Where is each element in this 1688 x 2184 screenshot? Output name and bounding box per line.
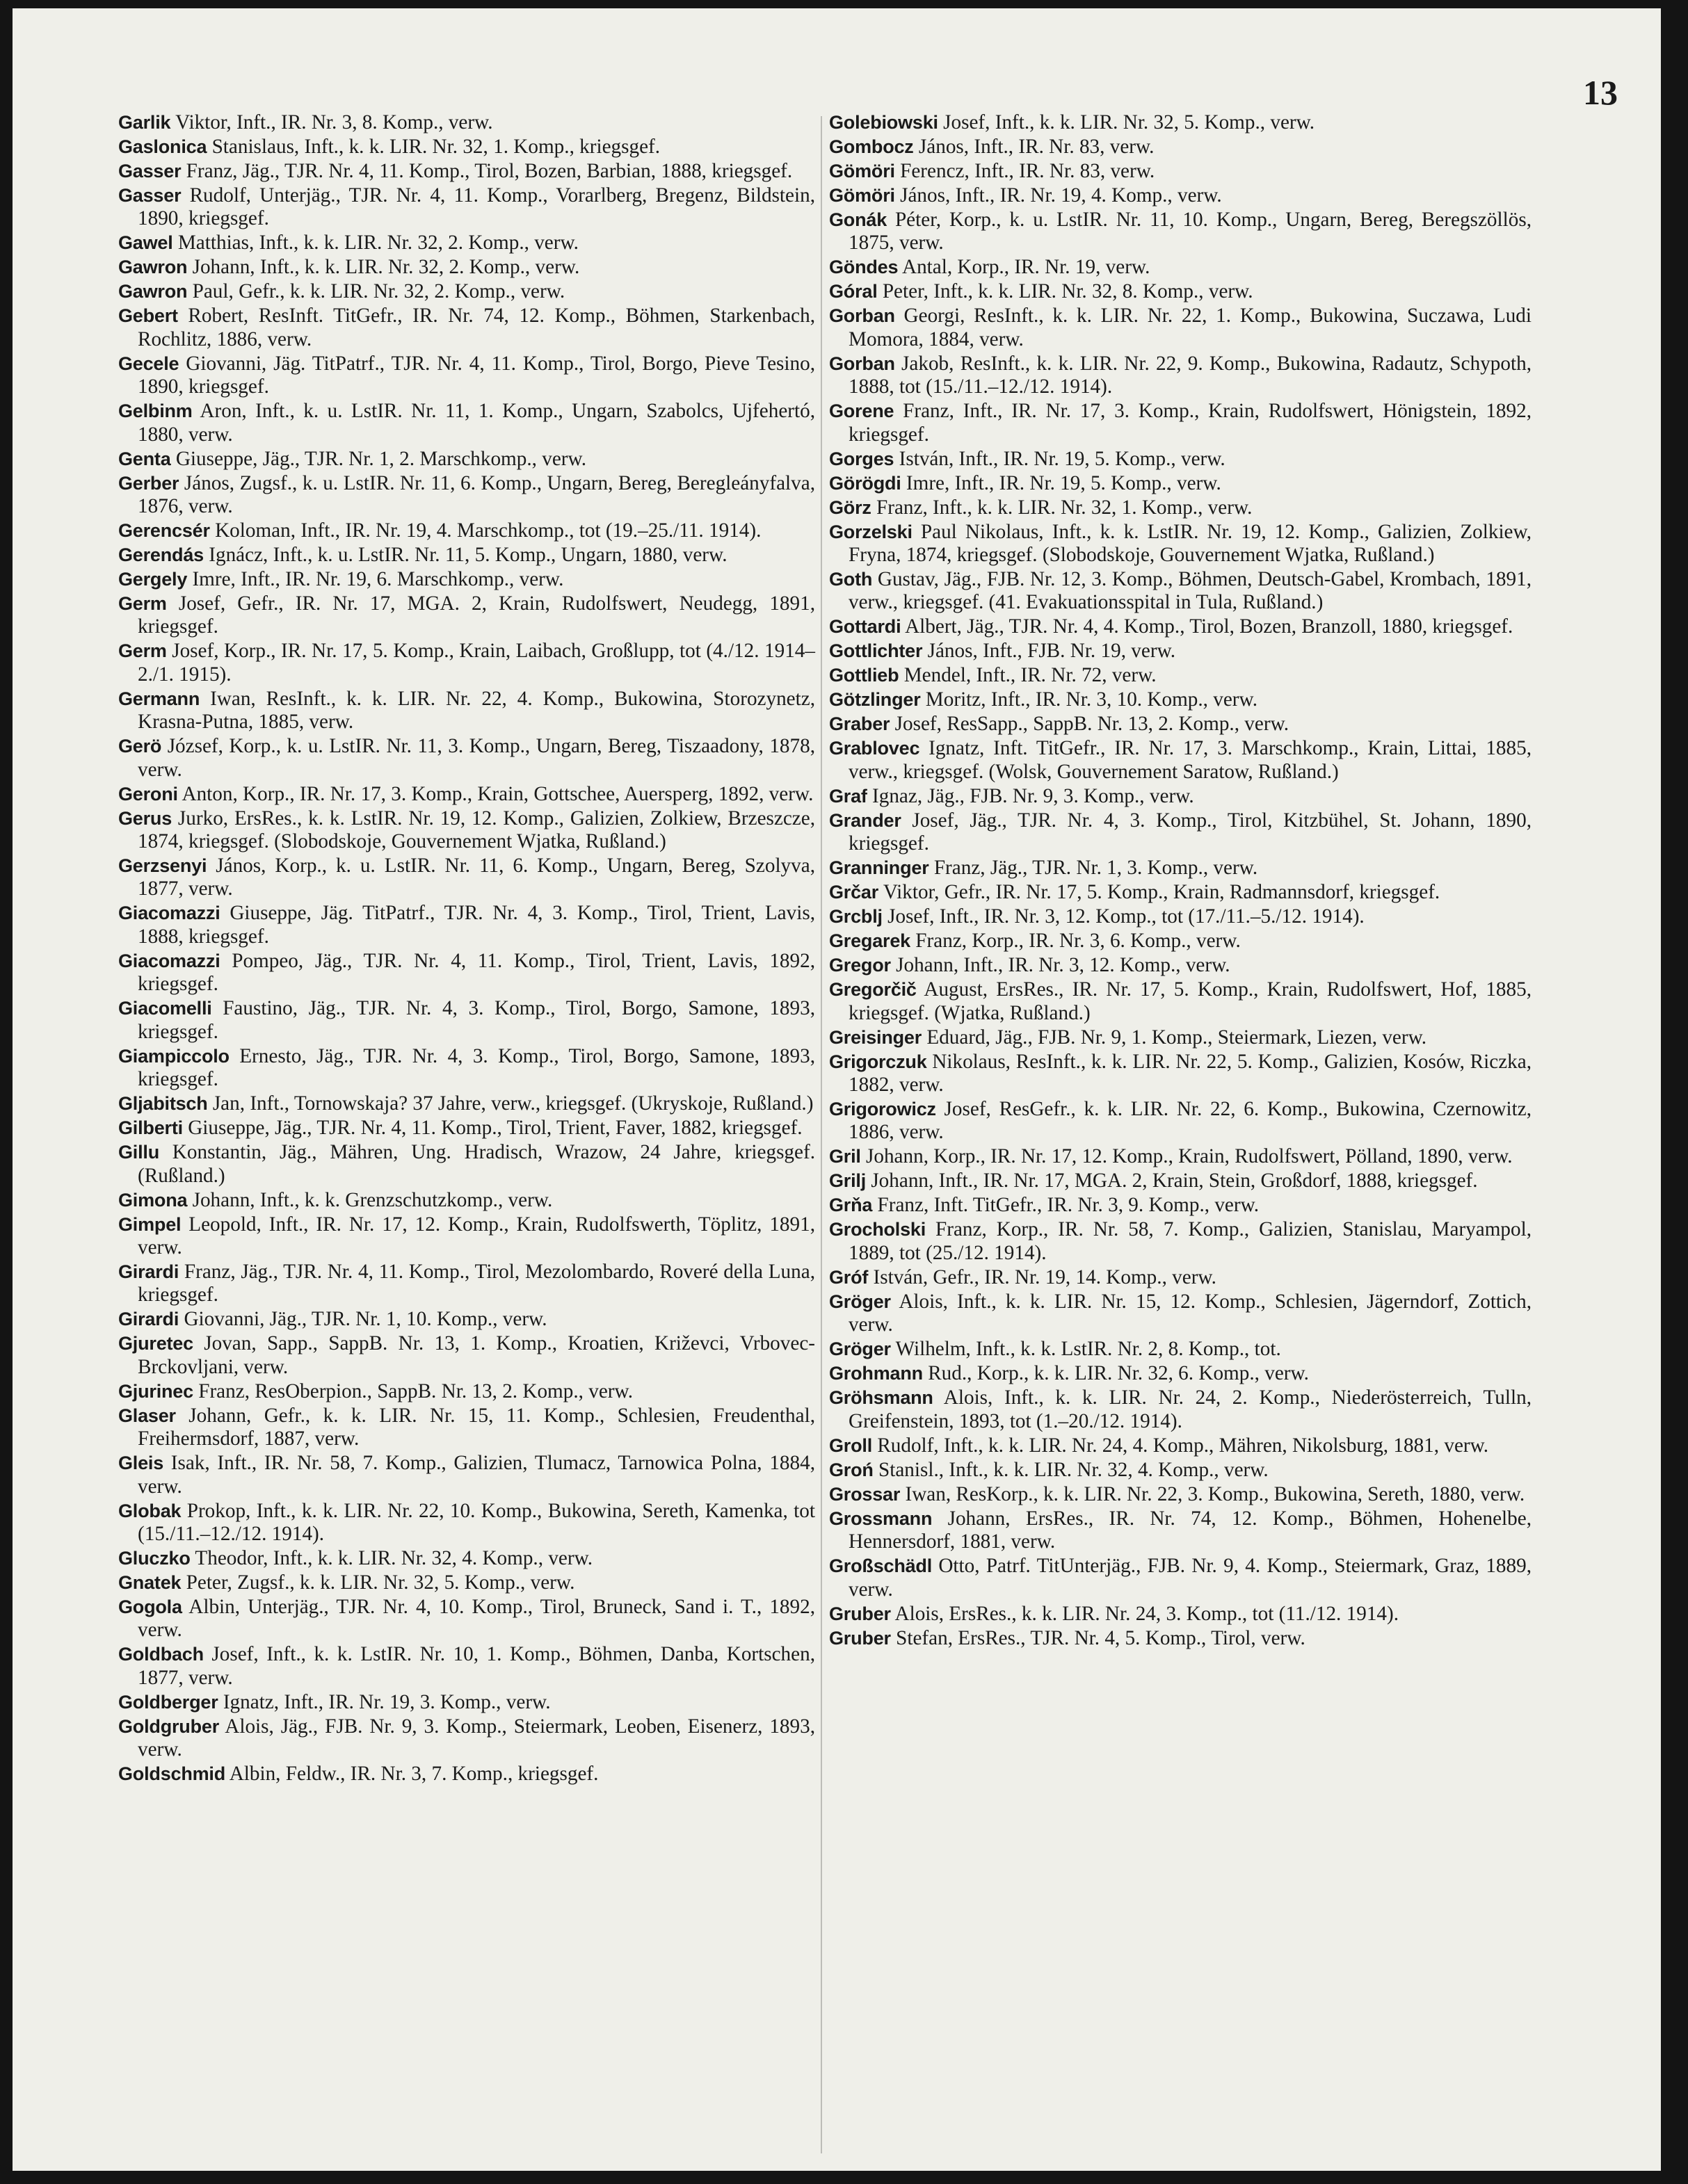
entry-surname: Gregor	[829, 955, 891, 976]
list-entry	[829, 978, 1532, 1025]
list-entry	[829, 400, 1532, 446]
entry-surname: Grohmann	[829, 1363, 923, 1384]
entry-surname: Gluczko	[118, 1547, 191, 1569]
entry-surname: Giacomazzi	[118, 950, 220, 971]
entry-details: Otto, Patrf. TitUnterjäg., FJB. Nr. 9, 4. Komp., Steiermark, Graz, 1889, verw.	[849, 1555, 1532, 1601]
entry-surname: Gömöri	[829, 185, 895, 206]
list-entry	[829, 305, 1532, 351]
list-entry	[829, 1218, 1532, 1265]
entry-surname: Greisinger	[829, 1026, 922, 1048]
entry-details: Johann, Inft., k. k. LIR. Nr. 32, 2. Komp., verw.	[187, 256, 580, 279]
entry-details: Eduard, Jäg., FJB. Nr. 9, 1. Komp., Steiermark, Liezen, verw.	[922, 1026, 1427, 1049]
entry-details: Johann, ErsRes., IR. Nr. 74, 12. Komp., Böhmen, Hohenelbe, Hennersdorf, 1881, verw.	[849, 1507, 1532, 1553]
entry-details: Franz, Inft., k. k. LIR. Nr. 32, 1. Komp., verw.	[871, 496, 1253, 519]
list-entry	[829, 1627, 1532, 1650]
entry-details: Peter, Zugsf., k. k. LIR. Nr. 32, 5. Komp., verw.	[181, 1571, 575, 1594]
entry-surname: Geroni	[118, 783, 178, 804]
entry-details: Ignaz, Jäg., FJB. Nr. 9, 3. Komp., verw.	[867, 784, 1194, 807]
entry-surname: Gimpel	[118, 1213, 182, 1235]
entry-surname: Görz	[829, 496, 871, 518]
entry-details: Franz, Korp., IR. Nr. 3, 6. Komp., verw.	[910, 930, 1241, 953]
list-entry	[829, 353, 1532, 399]
left-column	[118, 111, 815, 1787]
entry-surname: Gorzelski	[829, 521, 913, 542]
entry-surname: Gömöri	[829, 161, 895, 181]
entry-surname: Gruber	[829, 1627, 891, 1649]
list-entry	[118, 1452, 815, 1498]
entry-details: Franz, Jäg., TJR. Nr. 1, 3. Komp., verw.	[929, 857, 1258, 880]
entry-details: Jurko, ErsRes., k. k. LstIR. Nr. 19, 12. Komp., Galizien, Zolkiew, Brzeszcze, 1874, kriegsgef. (Slobodskoje, Gouvernement Wjatka, Rußland.)	[138, 807, 815, 853]
list-entry	[829, 111, 1532, 134]
list-entry	[118, 448, 815, 471]
list-entry	[829, 448, 1532, 471]
entry-surname: Grigorczuk	[829, 1051, 927, 1072]
list-entry	[829, 1145, 1532, 1168]
list-entry	[829, 1098, 1532, 1144]
entry-surname: Grossmann	[829, 1507, 933, 1529]
entry-details: Iwan, ResKorp., k. k. LIR. Nr. 22, 3. Komp., Bukowina, Sereth, 1880, verw.	[900, 1482, 1525, 1505]
entry-surname: Groll	[829, 1434, 873, 1456]
entry-details: Ferencz, Inft., IR. Nr. 83, verw.	[894, 160, 1155, 182]
entry-surname: Goldbach	[118, 1644, 204, 1665]
list-entry	[118, 1405, 815, 1451]
entry-details: Péter, Korp., k. u. LstIR. Nr. 11, 10. Komp., Ungarn, Bereg, Beregszöllös, 1875, verw.	[849, 209, 1532, 254]
list-entry	[118, 184, 815, 231]
list-entry	[118, 1715, 815, 1762]
entry-details: Albin, Unterjäg., TJR. Nr. 4, 10. Komp., Tirol, Bruneck, Sand i. T., 1892, verw.	[138, 1595, 815, 1642]
entry-surname: Gregorčič	[829, 979, 917, 1001]
entry-details: Franz, Jäg., TJR. Nr. 4, 11. Komp., Tirol, Mezolombardo, Roveré della Luna, kriegsgef.	[138, 1260, 815, 1307]
entry-details: Moritz, Inft., IR. Nr. 3, 10. Komp., verw.	[920, 688, 1257, 711]
list-entry	[118, 136, 815, 159]
list-entry	[118, 400, 815, 446]
entry-details: Stanisl., Inft., k. k. LIR. Nr. 32, 4. Komp., verw.	[873, 1458, 1269, 1481]
list-entry	[118, 1547, 815, 1570]
list-entry	[829, 521, 1532, 567]
list-entry	[118, 111, 815, 134]
list-entry	[118, 160, 815, 183]
entry-details: Josef, Korp., IR. Nr. 17, 5. Komp., Krain, Laibach, Großlupp, tot (4./12. 1914–2./1. 1915).	[138, 640, 815, 686]
entry-surname: Gljabitsch	[118, 1093, 208, 1115]
entry-details: Stefan, ErsRes., TJR. Nr. 4, 5. Komp., Tirol, verw.	[890, 1626, 1305, 1649]
entry-details: Franz, Jäg., TJR. Nr. 4, 11. Komp., Tirol, Bozen, Barbian, 1888, kriegsgef.	[181, 160, 793, 182]
list-entry	[118, 950, 815, 996]
list-entry	[118, 1308, 815, 1331]
entry-surname: Gröger	[829, 1338, 891, 1360]
entry-details: József, Korp., k. u. LstIR. Nr. 11, 3. Komp., Ungarn, Bereg, Tiszaadony, 1878, verw.	[138, 735, 815, 781]
entry-details: Ignatz, Inft., IR. Nr. 19, 3. Komp., verw.	[218, 1690, 551, 1713]
entry-details: Paul Nikolaus, Inft., k. k. LstIR. Nr. 19, 12. Komp., Galizien, Zolkiew, Fryna, 1874, kriegsgef. (Slobodskoje, Gouvernement Wjatka, Rußland.)	[849, 520, 1532, 567]
list-entry	[829, 1026, 1532, 1049]
entry-details: Alois, ErsRes., k. k. LIR. Nr. 24, 3. Komp., tot (11./12. 1914).	[890, 1602, 1399, 1625]
entry-details: Imre, Inft., IR. Nr. 19, 6. Marschkomp., verw.	[187, 568, 564, 591]
entry-details: Alois, Inft., k. k. LIR. Nr. 24, 2. Komp., Niederösterreich, Tulln, Greifenstein, 1893, tot (1.–20./12. 1914).	[849, 1386, 1532, 1432]
entry-surname: Grňa	[829, 1195, 873, 1216]
list-entry	[118, 783, 815, 806]
list-entry	[118, 568, 815, 591]
list-entry	[118, 305, 815, 351]
entry-surname: Graf	[829, 785, 867, 807]
right-column	[829, 111, 1532, 1651]
entry-details: Jan, Inft., Tornowskaja? 37 Jahre, verw., kriegsgef. (Ukryskoje, Rußland.)	[207, 1092, 814, 1115]
entry-details: Ignatz, Inft. TitGefr., IR. Nr. 17, 3. Marschkomp., Krain, Littai, 1885, verw., kriegsgef. (Wolsk, Gouvernement Saratow, Rußland.)	[849, 737, 1532, 783]
entry-details: János, Inft., IR. Nr. 83, verw.	[913, 136, 1155, 158]
entry-details: Ignácz, Inft., k. u. LstIR. Nr. 11, 5. Komp., Ungarn, 1880, verw.	[203, 544, 728, 567]
entry-details: Paul, Gefr., k. k. LIR. Nr. 32, 2. Komp., verw.	[187, 280, 565, 303]
entry-details: Albert, Jäg., TJR. Nr. 4, 4. Komp., Tirol, Bozen, Branzoll, 1880, kriegsgef.	[901, 615, 1513, 638]
list-entry	[829, 664, 1532, 687]
entry-surname: Groń	[829, 1459, 874, 1480]
entry-surname: Gorene	[829, 401, 894, 422]
entry-details: István, Inft., IR. Nr. 19, 5. Komp., verw.	[894, 447, 1225, 470]
entry-surname: Götzlinger	[829, 689, 921, 711]
entry-surname: Grilj	[829, 1170, 867, 1192]
entry-surname: Graber	[829, 713, 890, 735]
entry-surname: Grocholski	[829, 1219, 926, 1240]
list-entry	[829, 1362, 1532, 1385]
entry-surname: Gjuretec	[118, 1333, 193, 1354]
entry-surname: Grossar	[829, 1483, 901, 1505]
list-entry	[118, 902, 815, 948]
list-entry	[829, 809, 1532, 856]
entry-surname: Gonák	[829, 209, 887, 230]
entry-details: Franz, ResOberpion., SappB. Nr. 13, 2. Komp., verw.	[193, 1380, 633, 1402]
entry-surname: Gleis	[118, 1453, 164, 1474]
entry-details: Franz, Inft., IR. Nr. 17, 3. Komp., Krain, Rudolfswert, Hönigstein, 1892, kriegsgef.	[849, 400, 1532, 446]
list-entry	[118, 855, 815, 901]
entry-surname: Girardi	[118, 1261, 179, 1282]
entry-surname: Gjurinec	[118, 1380, 193, 1402]
entry-details: Johann, Inft., IR. Nr. 3, 12. Komp., verw.	[890, 954, 1230, 977]
entry-surname: Gröger	[829, 1291, 891, 1312]
entry-details: Jovan, Sapp., SappB. Nr. 13, 1. Komp., Kroatien, Križevci, Vrbovec-Brckovljani, verw.	[138, 1332, 815, 1378]
list-entry	[829, 881, 1532, 904]
entry-surname: Gorges	[829, 448, 894, 469]
entry-surname: Germ	[118, 640, 167, 662]
list-entry	[829, 1338, 1532, 1361]
entry-details: Isak, Inft., IR. Nr. 58, 7. Komp., Galizien, Tlumacz, Tarnowica Polna, 1884, verw.	[138, 1452, 815, 1498]
entry-details: Theodor, Inft., k. k. LIR. Nr. 32, 4. Komp., verw.	[190, 1546, 593, 1569]
list-entry	[829, 1459, 1532, 1482]
entry-surname: Gimona	[118, 1189, 188, 1211]
list-entry	[829, 737, 1532, 784]
list-entry	[829, 280, 1532, 303]
list-entry	[829, 688, 1532, 711]
entry-surname: Gerzsenyi	[118, 855, 207, 877]
list-entry	[118, 1380, 815, 1403]
list-entry	[829, 1291, 1532, 1337]
entry-details: Josef, Gefr., IR. Nr. 17, MGA. 2, Krain, Rudolfswert, Neudegg, 1891, kriegsgef.	[138, 592, 815, 638]
page-number: 13	[1583, 73, 1618, 112]
entry-details: Johann, Inft., IR. Nr. 17, MGA. 2, Krain, Stein, Großdorf, 1888, kriegsgef.	[866, 1170, 1478, 1192]
entry-surname: Gregarek	[829, 930, 910, 952]
entry-details: Aron, Inft., k. u. LstIR. Nr. 11, 1. Komp., Ungarn, Szabolcs, Ujfehertó, 1880, verw.	[138, 400, 815, 446]
entry-surname: Gerö	[118, 736, 162, 757]
entry-surname: Girardi	[118, 1309, 179, 1330]
entry-details: Franz, Inft. TitGefr., IR. Nr. 3, 9. Komp., verw.	[872, 1194, 1260, 1217]
entry-surname: Globak	[118, 1500, 182, 1521]
entry-details: Giovanni, Jäg. TitPatrf., TJR. Nr. 4, 11. Komp., Tirol, Borgo, Pieve Tesino, 1890, kriegsgef.	[138, 352, 815, 398]
entry-details: Anton, Korp., IR. Nr. 17, 3. Komp., Krain, Gottschee, Auersperg, 1892, verw.	[177, 782, 814, 805]
entry-surname: Grčar	[829, 882, 879, 903]
entry-surname: Gaslonica	[118, 136, 207, 157]
list-entry	[829, 954, 1532, 977]
list-entry	[118, 1117, 815, 1140]
entry-details: Konstantin, Jäg., Mähren, Ung. Hradisch, Wrazow, 24 Jahre, kriegsgef. (Rußland.)	[138, 1141, 815, 1187]
list-entry	[829, 1386, 1532, 1433]
list-entry	[829, 930, 1532, 953]
list-entry	[829, 568, 1532, 615]
entry-surname: Giampiccolo	[118, 1045, 230, 1067]
entry-details: Viktor, Inft., IR. Nr. 3, 8. Komp., verw.	[170, 111, 493, 134]
list-entry	[829, 209, 1532, 255]
list-entry	[829, 785, 1532, 808]
entry-surname: Gasser	[118, 161, 182, 181]
entry-details: Stanislaus, Inft., k. k. LIR. Nr. 32, 1. Komp., kriegsgef.	[207, 136, 661, 158]
entry-details: Jakob, ResInft., k. k. LIR. Nr. 22, 9. Komp., Bukowina, Radautz, Schypoth, 1888, tot (15./11.–12./12. 1914).	[849, 352, 1532, 398]
entry-surname: Gottlichter	[829, 640, 923, 662]
list-entry	[829, 1194, 1532, 1217]
list-entry	[118, 519, 815, 542]
entry-surname: Giacomazzi	[118, 903, 220, 924]
entry-details: Rudolf, Unterjäg., TJR. Nr. 4, 11. Komp., Vorarlberg, Bregenz, Bildstein, 1890, kriegsgef.	[138, 184, 815, 230]
list-entry	[118, 280, 815, 303]
entry-details: Rudolf, Inft., k. k. LIR. Nr. 24, 4. Komp., Mähren, Nikolsburg, 1881, verw.	[872, 1434, 1489, 1457]
entry-surname: Gecele	[118, 353, 179, 374]
entry-details: János, Inft., FJB. Nr. 19, verw.	[922, 640, 1176, 663]
entry-surname: Genta	[118, 448, 171, 469]
entry-details: Giuseppe, Jäg., TJR. Nr. 4, 11. Komp., Tirol, Trient, Faver, 1882, kriegsgef.	[182, 1117, 803, 1140]
entry-surname: Gottardi	[829, 616, 901, 638]
entry-details: Johann, Gefr., k. k. LIR. Nr. 15, 11. Komp., Schlesien, Freudenthal, Freihermsdorf, 1887, verw.	[138, 1404, 815, 1450]
list-entry	[118, 688, 815, 734]
entry-details: Rud., Korp., k. k. LIR. Nr. 32, 6. Komp., verw.	[922, 1362, 1309, 1385]
list-entry	[829, 713, 1532, 736]
list-entry	[118, 1045, 815, 1092]
entry-surname: Gawron	[118, 257, 188, 278]
entry-surname: Gerendás	[118, 544, 204, 566]
entry-details: Albin, Feldw., IR. Nr. 3, 7. Komp., kriegsgef.	[225, 1763, 599, 1786]
list-entry	[118, 232, 815, 254]
entry-surname: Garlik	[118, 112, 171, 133]
list-entry	[829, 184, 1532, 207]
list-entry	[118, 807, 815, 854]
entry-surname: Großschädl	[829, 1555, 933, 1577]
entry-details: Gustav, Jäg., FJB. Nr. 12, 3. Komp., Böhmen, Deutsch-Gabel, Krombach, 1891, verw., kriegsgef. (41. Evakuationsspital in Tula, Rußland.)	[849, 568, 1532, 614]
entry-details: Giovanni, Jäg., TJR. Nr. 1, 10. Komp., verw.	[179, 1308, 547, 1331]
list-entry	[118, 256, 815, 279]
entry-surname: Gerencsér	[118, 520, 210, 542]
entry-surname: Germ	[118, 593, 167, 615]
column-divider	[821, 116, 822, 2153]
entry-details: Viktor, Gefr., IR. Nr. 17, 5. Komp., Krain, Radmannsdorf, kriegsgef.	[878, 881, 1440, 904]
entry-details: Peter, Inft., k. k. LIR. Nr. 32, 8. Komp., verw.	[877, 280, 1253, 303]
entry-surname: Granninger	[829, 857, 929, 879]
list-entry	[118, 1691, 815, 1714]
entry-details: Johann, Korp., IR. Nr. 17, 12. Komp., Krain, Rudolfswert, Pölland, 1890, verw.	[860, 1145, 1513, 1168]
entry-surname: Goldberger	[118, 1691, 218, 1713]
entry-details: Georgi, ResInft., k. k. LIR. Nr. 22, 1. Komp., Bukowina, Suczawa, Ludi Momora, 1884, verw.	[849, 305, 1532, 350]
entry-details: Giuseppe, Jäg., TJR. Nr. 1, 2. Marschkomp., verw.	[170, 447, 586, 470]
entry-surname: Gróf	[829, 1266, 869, 1288]
list-entry	[829, 1434, 1532, 1457]
entry-surname: Gorban	[829, 353, 895, 374]
entry-surname: Gorban	[829, 305, 895, 327]
entry-surname: Gergely	[118, 569, 188, 590]
entry-surname: Góral	[829, 281, 878, 302]
list-entry	[829, 496, 1532, 519]
entry-details: Nikolaus, ResInft., k. k. LIR. Nr. 22, 5. Komp., Galizien, Kosów, Riczka, 1882, verw.	[849, 1050, 1532, 1097]
entry-details: Faustino, Jäg., TJR. Nr. 4, 3. Komp., Tirol, Borgo, Samone, 1893, kriegsgef.	[138, 997, 815, 1043]
entry-details: Pompeo, Jäg., TJR. Nr. 4, 11. Komp., Tirol, Trient, Lavis, 1892, kriegsgef.	[138, 949, 815, 996]
list-entry	[118, 997, 815, 1044]
entry-details: Josef, Inft., IR. Nr. 3, 12. Komp., tot (17./11.–5./12. 1914).	[882, 905, 1365, 928]
entry-surname: Goth	[829, 569, 873, 590]
list-entry	[118, 1261, 815, 1307]
list-entry	[829, 256, 1532, 279]
entry-surname: Gelbinm	[118, 401, 193, 422]
entry-surname: Goldgruber	[118, 1715, 219, 1737]
entry-details: Iwan, ResInft., k. k. LIR. Nr. 22, 4. Komp., Bukowina, Storozynetz, Krasna-Putna, 1885, verw.	[138, 687, 815, 734]
list-entry	[118, 640, 815, 686]
list-entry	[829, 160, 1532, 183]
list-entry	[829, 1603, 1532, 1626]
document-page	[13, 8, 1661, 2171]
entry-surname: Germann	[118, 688, 200, 709]
entry-details: Antal, Korp., IR. Nr. 19, verw.	[898, 256, 1150, 279]
entry-details: János, Inft., IR. Nr. 19, 4. Komp., verw.	[894, 184, 1222, 207]
list-entry	[118, 1213, 815, 1260]
list-entry	[118, 1571, 815, 1594]
entry-surname: Gawron	[118, 281, 188, 302]
entry-surname: Gnatek	[118, 1571, 182, 1593]
list-entry	[118, 1500, 815, 1546]
entry-details: Giuseppe, Jäg. TitPatrf., TJR. Nr. 4, 3. Komp., Tirol, Trient, Lavis, 1888, kriegsgef.	[138, 902, 815, 948]
entry-surname: Gruber	[829, 1603, 891, 1624]
entry-details: Mendel, Inft., IR. Nr. 72, verw.	[899, 664, 1157, 687]
list-entry	[118, 1763, 815, 1786]
entry-surname: Gogola	[118, 1596, 182, 1617]
entry-details: Robert, ResInft. TitGefr., IR. Nr. 74, 12. Komp., Böhmen, Starkenbach, Rochlitz, 1886, verw.	[138, 305, 815, 350]
entry-surname: Golebiowski	[829, 112, 938, 133]
entry-details: Josef, Jäg., TJR. Nr. 4, 3. Komp., Tirol, Kitzbühel, St. Johann, 1890, kriegsgef.	[849, 809, 1532, 855]
entry-details: Josef, ResGefr., k. k. LIR. Nr. 22, 6. Komp., Bukowina, Czernowitz, 1886, verw.	[849, 1098, 1532, 1144]
entry-surname: Gillu	[118, 1142, 159, 1163]
entry-details: János, Korp., k. u. LstIR. Nr. 11, 6. Komp., Ungarn, Bereg, Szolyva, 1877, verw.	[138, 855, 815, 900]
list-entry	[829, 857, 1532, 880]
entry-surname: Gasser	[118, 185, 182, 206]
list-entry	[829, 1051, 1532, 1097]
entry-surname: Gröhsmann	[829, 1387, 933, 1409]
entry-details: August, ErsRes., IR. Nr. 17, 5. Komp., Krain, Rudolfswert, Hof, 1885, kriegsgef. (Wjatka, Rußland.)	[849, 978, 1532, 1024]
entry-details: Alois, Inft., k. k. LIR. Nr. 15, 12. Komp., Schlesien, Jägerndorf, Zottich, verw.	[849, 1290, 1532, 1336]
entry-details: Matthias, Inft., k. k. LIR. Nr. 32, 2. Komp., verw.	[172, 232, 579, 254]
entry-surname: Glaser	[118, 1405, 176, 1426]
list-entry	[829, 1483, 1532, 1506]
entry-surname: Gerus	[118, 807, 172, 829]
entry-surname: Giacomelli	[118, 998, 212, 1019]
list-entry	[118, 1141, 815, 1188]
entry-details: Ernesto, Jäg., TJR. Nr. 4, 3. Komp., Tirol, Borgo, Samone, 1893, kriegsgef.	[138, 1044, 815, 1091]
list-entry	[829, 640, 1532, 663]
list-entry	[118, 1189, 815, 1212]
entry-surname: Grcblj	[829, 906, 883, 928]
entry-details: Leopold, Inft., IR. Nr. 17, 12. Komp., Krain, Rudolfswerth, Töplitz, 1891, verw.	[138, 1213, 815, 1259]
list-entry	[118, 1643, 815, 1690]
list-entry	[829, 472, 1532, 495]
list-entry	[829, 615, 1532, 638]
list-entry	[829, 905, 1532, 928]
entry-details: Josef, ResSapp., SappB. Nr. 13, 2. Komp., verw.	[890, 713, 1289, 736]
list-entry	[829, 136, 1532, 159]
entry-surname: Görögdi	[829, 472, 901, 494]
entry-details: Prokop, Inft., k. k. LIR. Nr. 22, 10. Komp., Bukowina, Sereth, Kamenka, tot (15./11.–12./12. 1914).	[138, 1499, 815, 1545]
entry-details: Johann, Inft., k. k. Grenzschutzkomp., verw.	[187, 1188, 553, 1211]
entry-surname: Gottlieb	[829, 665, 899, 686]
list-entry	[829, 1170, 1532, 1192]
entry-surname: Gerber	[118, 472, 179, 494]
entry-details: Josef, Inft., k. k. LstIR. Nr. 10, 1. Komp., Böhmen, Danba, Kortschen, 1877, verw.	[138, 1643, 815, 1689]
entry-surname: Goldschmid	[118, 1763, 226, 1785]
list-entry	[118, 1596, 815, 1642]
entry-details: Imre, Inft., IR. Nr. 19, 5. Komp., verw.	[901, 471, 1221, 494]
entry-details: Wilhelm, Inft., k. k. LstIR. Nr. 2, 8. Komp., tot.	[890, 1338, 1281, 1361]
list-entry	[118, 1332, 815, 1379]
entry-details: János, Zugsf., k. u. LstIR. Nr. 11, 6. Komp., Ungarn, Bereg, Beregleányfalva, 1876, verw.	[138, 471, 815, 518]
list-entry	[118, 472, 815, 519]
entry-surname: Grigorowicz	[829, 1099, 936, 1120]
list-entry	[829, 1507, 1532, 1554]
list-entry	[118, 735, 815, 782]
entry-surname: Grander	[829, 809, 901, 831]
entry-surname: Göndes	[829, 257, 899, 278]
entry-details: Josef, Inft., k. k. LIR. Nr. 32, 5. Komp., verw.	[938, 111, 1315, 134]
list-entry	[118, 1092, 815, 1115]
entry-details: Alois, Jäg., FJB. Nr. 9, 3. Komp., Steiermark, Leoben, Eisenerz, 1893, verw.	[138, 1715, 815, 1761]
list-entry	[118, 592, 815, 639]
list-entry	[118, 353, 815, 399]
entry-details: Franz, Korp., IR. Nr. 58, 7. Komp., Galizien, Stanislau, Maryampol, 1889, tot (25./12. 1914).	[849, 1218, 1532, 1264]
entry-surname: Gilberti	[118, 1117, 183, 1139]
entry-details: Koloman, Inft., IR. Nr. 19, 4. Marschkomp., tot (19.–25./11. 1914).	[209, 519, 762, 542]
list-entry	[829, 1266, 1532, 1289]
list-entry	[118, 544, 815, 567]
entry-surname: Gebert	[118, 305, 178, 327]
entry-surname: Gombocz	[829, 136, 914, 157]
entry-surname: Grablovec	[829, 738, 920, 759]
list-entry	[829, 1555, 1532, 1601]
entry-surname: Gril	[829, 1146, 861, 1167]
entry-details: István, Gefr., IR. Nr. 19, 14. Komp., verw.	[868, 1265, 1216, 1288]
entry-surname: Gawel	[118, 232, 173, 254]
